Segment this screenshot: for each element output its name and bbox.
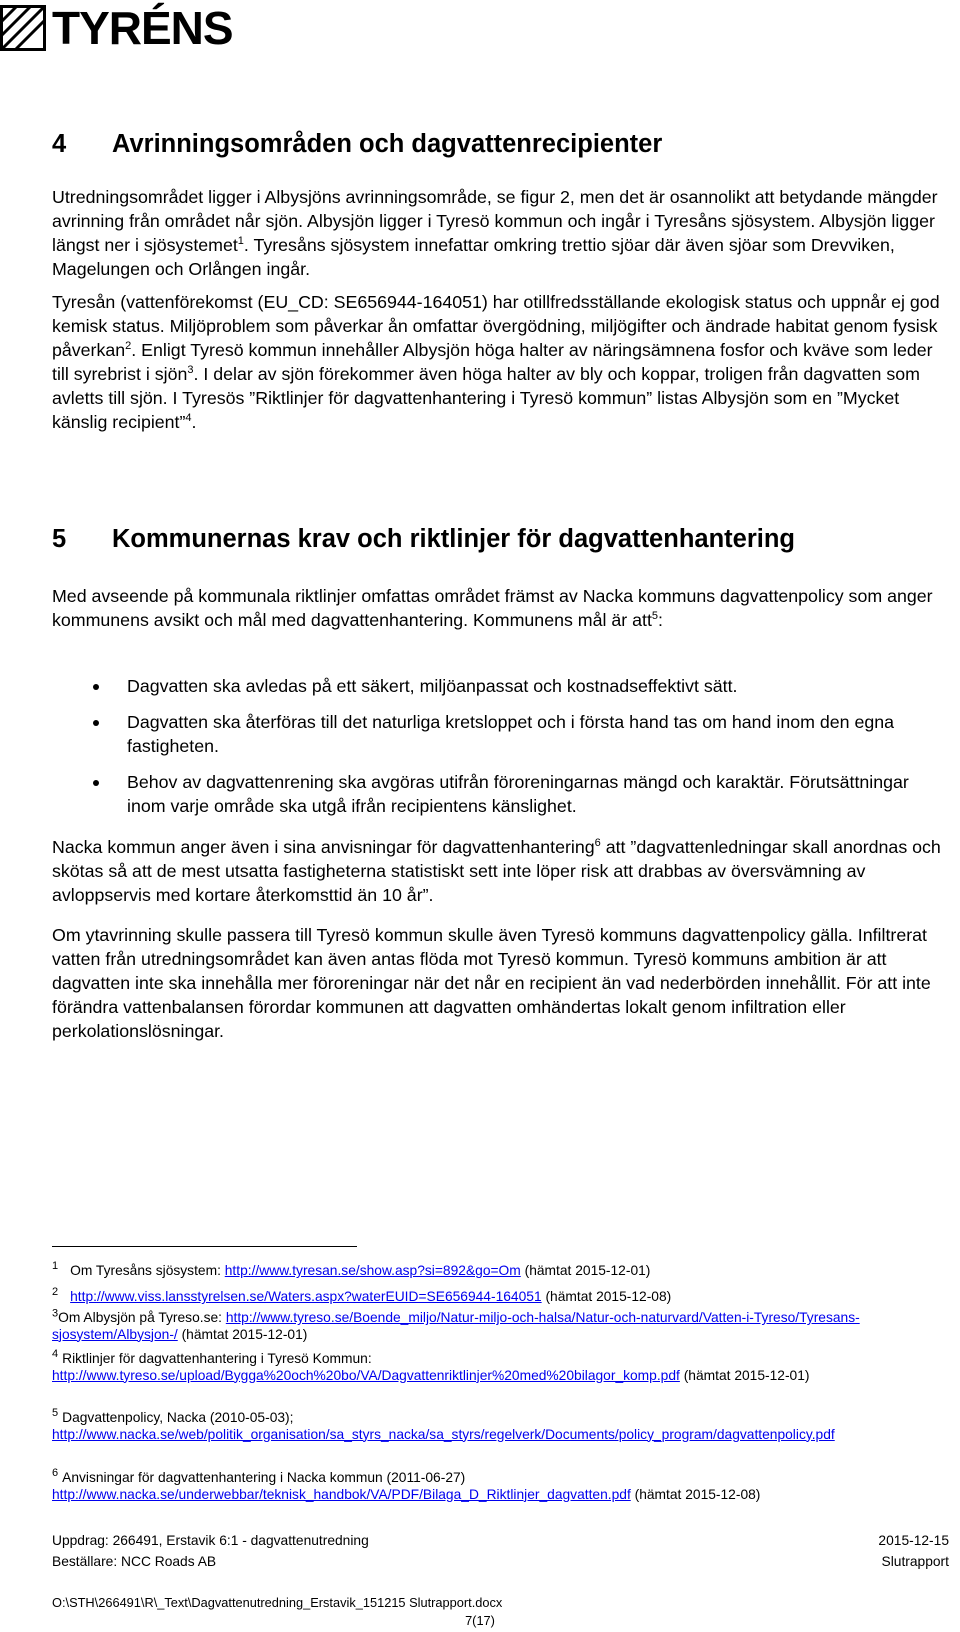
footnote-4: $^4$ Riktlinjer för dagvattenhantering i Tyresö Kommun: http://www.tyreso.se/upload/Bygga%20och%20bo/VA/Dagvattenriktlinjer%20med%20bilagor_komp.pdf (hämtat 2015-12-01)	[52, 1348, 810, 1383]
logo-wordmark: TYRÉNS	[52, 2, 233, 54]
footnote-ref-6[interactable]: 6	[594, 837, 601, 850]
footnote-4-link[interactable]: http://www.tyreso.se/upload/Bygga%20och%20bo/VA/Dagvattenriktlinjer%20med%20bilagor_komp.pdf	[52, 1367, 680, 1383]
footnote-ref-3[interactable]: 3	[187, 364, 194, 377]
section-4-heading	[52, 130, 662, 159]
section-4-paragraph-2: Tyresån (vattenförekomst (EU_CD: SE656944-164051) har otillfredsställande ekologisk status och uppnår ej god kemisk status. Miljöproblem som påverkar ån omfattar övergödning, miljögifter och ändrade habitat genom fysisk påverkan$^2$. Enligt Tyresö kommun innehåller Albysjön höga halter av näringsämnena fosfor och kväve som leder till syrebrist i sjön$^3$. I delar av sjön förekommer även höga halter av bly och koppar, troligen från dagvatten som avletts till sjön. I Tyresös ”Riktlinjer för dagvattenhantering i Tyresö kommun” listas Albysjön som en ”Mycket känslig recipient”$^4$.	[52, 292, 940, 432]
section-5-paragraph-2: Nacka kommun anger även i sina anvisningar för dagvattenhantering$^6$ att ”dagvattenledningar skall anordnas och skötas så att de mest utsatta fastigheterna statistiskt sett inte löper risk att drabbas av översvämning av avloppservis med kortare återkomsttid än 10 år”.	[52, 837, 941, 905]
section-5-heading	[52, 525, 795, 554]
list-item: Behov av dagvattenrening ska avgöras utifrån föroreningarnas mängd och karaktär. Förutsättningar inom varje område ska utgå ifrån recipientens känslighet.	[52, 770, 952, 818]
bullet-icon	[93, 780, 99, 786]
section-5-paragraph-1: Med avseende på kommunala riktlinjer omfattas området främst av Nacka kommuns dagvattenpolicy som anger kommunens avsikt och mål med dagvattenhantering. Kommunens mål är att$^5$:	[52, 586, 933, 630]
section-5-number: 5	[52, 525, 67, 553]
list-item: Dagvatten ska avledas på ett säkert, miljöanpassat och kostnadseffektivt sätt.	[52, 674, 952, 698]
footer-file-path: O:\STH\266491\R\_Text\Dagvattenutredning_Erstavik_151215 Slutrapport.docx	[52, 1595, 503, 1610]
page-number: 7(17)	[465, 1613, 495, 1628]
footnote-3: $^3$Om Albysjön på Tyreso.se: http://www.tyreso.se/Boende_miljo/Natur-miljo-och-halsa/Natur-och-naturvard/Vatten-i-Tyreso/Tyresans-sjosystem/Albysjon-/ (hämtat 2015-12-01)	[52, 1307, 860, 1342]
tyrens-logo	[0, 2, 233, 54]
footnote-ref-4[interactable]: 4	[185, 412, 192, 425]
footnote-separator	[52, 1246, 357, 1247]
bullet-icon	[93, 684, 99, 690]
footnote-1-link[interactable]: http://www.tyresan.se/show.asp?si=892&go=Om	[224, 1263, 521, 1278]
footnote-1: $^1$ Om Tyresåns sjösystem: http://www.tyresan.se/show.asp?si=892&go=Om (hämtat 2015-12-01)	[52, 1260, 651, 1278]
footer-assignment: Uppdrag: 266491, Erstavik 6:1 - dagvattenutredning	[52, 1533, 369, 1548]
footer-date: 2015-12-15	[878, 1533, 949, 1548]
footnote-ref-1[interactable]: 1	[237, 235, 244, 248]
footnote-5: $^5$ Dagvattenpolicy, Nacka (2010-05-03); http://www.nacka.se/web/politik_organisation/sa_styrs_nacka/sa_styrs/regelverk/Documents/policy_program/dagvattenpolicy.pdf	[52, 1407, 835, 1442]
section-4-number: 4	[52, 130, 67, 158]
footer-client: Beställare: NCC Roads AB	[52, 1554, 217, 1569]
footnote-5-link[interactable]: http://www.nacka.se/web/politik_organisation/sa_styrs_nacka/sa_styrs/regelverk/Documents/policy_program/dagvattenpolicy.pdf	[52, 1426, 835, 1442]
section-4-paragraph-1: Utredningsområdet ligger i Albysjöns avrinningsområde, se figur 2, men det är osannolikt att betydande mängder avrinning från området når sjön. Albysjön ligger i Tyresö kommun och ingår i Tyresåns sjösystem. Albysjön ligger längst ner i sjösystemet$^1$. Tyresåns sjösystem innefattar omkring trettio sjöar där även sjöar som Drevviken, Magelungen och Orlången ingår.	[52, 187, 938, 279]
footnote-2-link[interactable]: http://www.viss.lansstyrelsen.se/Waters.aspx?waterEUID=SE656944-164051	[70, 1289, 542, 1304]
section-5-paragraph-3: Om ytavrinning skulle passera till Tyresö kommun skulle även Tyresö kommuns dagvattenpolicy gälla. Infiltrerat vatten från utredningsområdet kan även antas flöda mot Tyresö kommun. Tyresö kommuns ambition är att dagvatten inte ska innehålla mer föroreningar när det når en recipient än vad nederbörden innehållit. För att inte förändra vattenbalansen förordar kommunen att dagvatten omhändertas lokalt genom infiltration eller perkolationslösningar.	[52, 925, 931, 1041]
footnote-2: $^2$ http://www.viss.lansstyrelsen.se/Waters.aspx?waterEUID=SE656944-164051 (hämtat 2015-12-08)	[52, 1286, 672, 1304]
section-4-title: Avrinningsområden och dagvattenrecipienter	[112, 130, 663, 158]
tyrens-logo-icon	[0, 5, 46, 51]
list-item: Dagvatten ska återföras till det naturliga kretsloppet och i första hand tas om hand inom den egna fastigheten.	[52, 710, 952, 758]
footnote-ref-5[interactable]: 5	[651, 610, 659, 623]
section-5-title: Kommunernas krav och riktlinjer för dagvattenhantering	[112, 525, 795, 553]
footnote-6-link[interactable]: http://www.nacka.se/underwebbar/teknisk_handbok/VA/PDF/Bilaga_D_Riktlinjer_dagvatten.pdf	[52, 1486, 631, 1502]
footnote-ref-2[interactable]: 2	[125, 340, 132, 353]
bullet-icon	[93, 720, 99, 726]
footer-doc-type: Slutrapport	[881, 1554, 949, 1569]
footnote-3-link[interactable]: http://www.tyreso.se/Boende_miljo/Natur-miljo-och-halsa/Natur-och-naturvard/Vatten-i-Tyreso/Tyresans-sjosystem/Albysjon-/	[52, 1310, 860, 1342]
footnote-6: $^6$ Anvisningar för dagvattenhantering i Nacka kommun (2011-06-27) http://www.nacka.se/underwebbar/teknisk_handbok/VA/PDF/Bilaga_D_Riktlinjer_dagvatten.pdf (hämtat 2015-12-08)	[52, 1467, 761, 1502]
requirements-list	[52, 674, 952, 818]
